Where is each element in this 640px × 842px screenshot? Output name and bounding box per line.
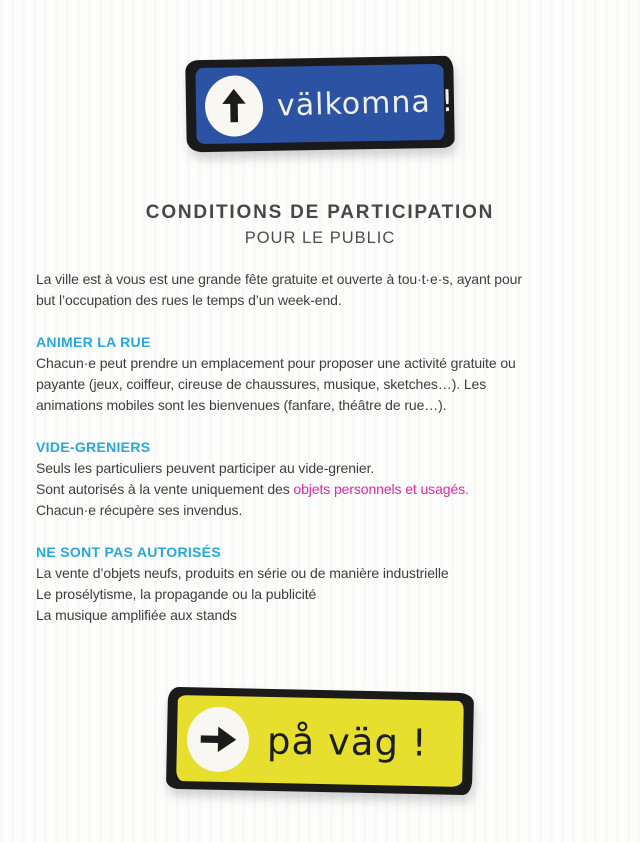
pa-vag-label: på väg ! (266, 719, 428, 765)
section-line (36, 479, 606, 500)
section-line: La vente d’objets neufs, produits en série ou de manière industrielle (36, 565, 449, 581)
section-line: animations mobiles sont les bienvenues (fanfare, théâtre de rue…). (36, 397, 447, 413)
section-line: La musique amplifiée aux stands (36, 607, 237, 623)
line-prefix: Sont autorisés à la vente uniquement des (36, 481, 294, 497)
section-line: Le prosélytisme, la propagande ou la publicité (36, 586, 317, 602)
intro-line: La ville est à vous est une grande fête gratuite et ouverte à tou·t·e·s, ayant pour (36, 271, 522, 287)
section-heading-interdits: NE SONT PAS AUTORISÉS (36, 544, 221, 560)
intro-line: but l’occupation des rues le temps d’un week-end. (36, 292, 342, 308)
section-heading-vide: VIDE-GRENIERS (36, 439, 151, 455)
pa-vag-sign-face (176, 695, 464, 787)
intro-paragraph (36, 269, 606, 311)
page-title: CONDITIONS DE PARTICIPATION (145, 202, 495, 223)
pa-vag-sign (166, 687, 474, 795)
section-line: Chacun·e peut prendre un emplacement pour proposer une activité gratuite ou (36, 355, 516, 371)
section-vide-greniers (36, 437, 606, 521)
section-animer-la-rue (36, 332, 606, 416)
section-line: payante (jeux, coiffeur, cireuse de chaussures, musique, sketches…). Les (36, 376, 487, 392)
up-arrow-icon (219, 85, 250, 126)
section-heading-animer: ANIMER LA RUE (36, 334, 151, 350)
right-arrow-icon (198, 722, 239, 756)
bottom-sign-row (0, 690, 640, 792)
valkomna-sign-face (195, 64, 455, 144)
top-sign-row (0, 0, 640, 150)
valkomna-label: välkomna ! (276, 83, 455, 124)
highlighted-text: objets personnels et usagés. (293, 481, 469, 497)
page-subtitle: POUR LE PUBLIC (244, 229, 396, 247)
valkomna-sign (185, 56, 455, 153)
title-block (0, 202, 640, 248)
section-line: Seuls les particuliers peuvent participer au vide-grenier. (36, 460, 375, 476)
body-text (36, 269, 606, 626)
section-line: Chacun·e récupère ses invendus. (36, 502, 243, 518)
up-arrow-circle (204, 74, 263, 136)
right-arrow-circle (186, 706, 249, 772)
section-non-autorises (36, 542, 606, 626)
